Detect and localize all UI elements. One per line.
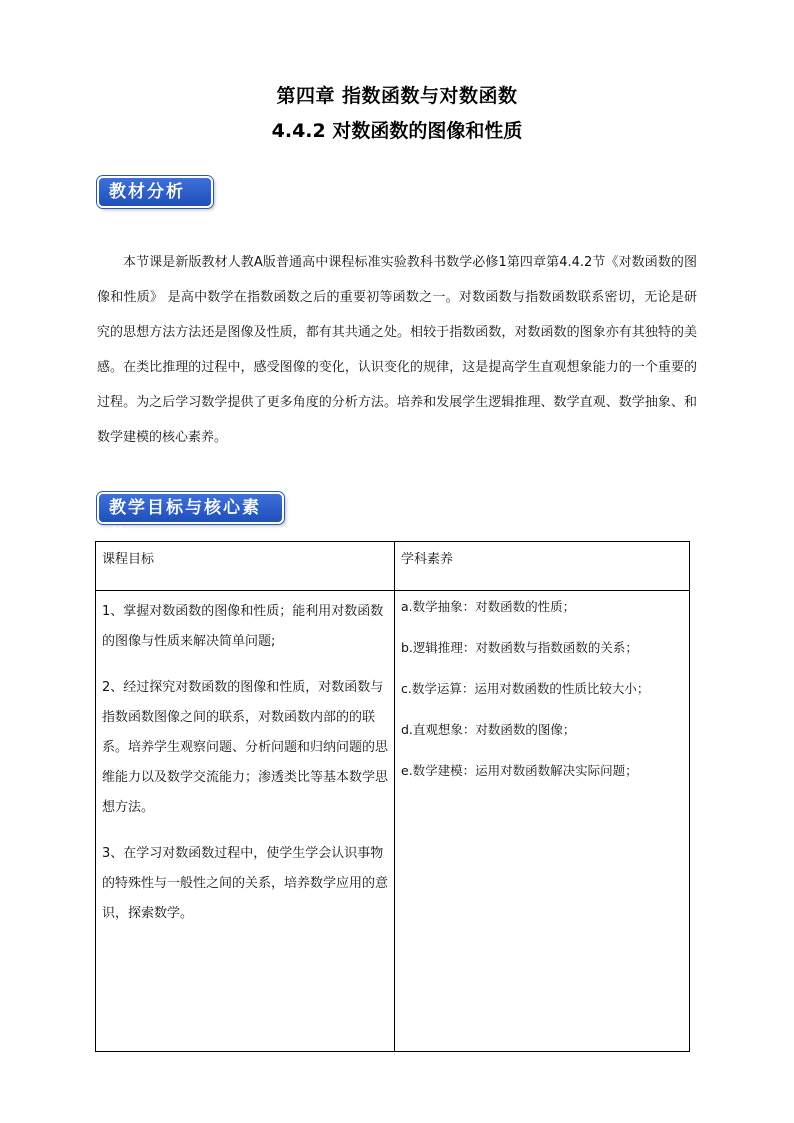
section-badge-textbook-analysis: 教材分析 [97,176,213,208]
header-subject-literacy: 学科素养 [395,542,690,591]
goal-item-2: 2、经过探究对数函数的图像和性质，对数函数与指数函数图像之间的联系，对数函数内部的的联系。培养学生观察问题、分析问题和归纳问题的思维能力以及数学交流能力；渗透类比等基本数学思想方法。 [102,680,389,815]
literacy-item-a: a.数学抽象：对数函数的性质； [401,599,576,614]
section-badge-objectives: 教学目标与核心素养 [97,492,284,524]
subject-literacy-cell [395,591,690,1052]
chapter-title: 第四章 指数函数与对数函数 [276,85,518,107]
literacy-item-b: b.逻辑推理：对数函数与指数函数的关系； [401,640,638,655]
literacy-item-e: e.数学建模：运用对数函数解决实际问题； [401,763,638,778]
objectives-table [95,541,690,1052]
literacy-item-c: c.数学运算：运用对数函数的性质比较大小； [401,681,650,696]
lesson-title: 4.4.2 对数函数的图像和性质 [271,120,523,142]
goal-item-1: 1、掌握对数函数的图像和性质；能利用对数函数的图像与性质来解决简单问题; [102,604,384,649]
course-goals-cell [96,591,395,1052]
header-course-goals: 课程目标 [96,542,395,591]
table-header-row [96,542,690,591]
textbook-analysis-paragraph: 本节课是新版教材人教A版普通高中课程标准实验教科书数学必修1第四章第4.4.2节《对数函数的图像和性质》 是高中数学在指数函数之后的重要初等函数之一。对数函数与指数函数联系密切，无论是研究的思想方法方法还是图像及性质，都有其共通之处。相较于指数函数，对数函数的图象亦有其独特的美感。在类比推理的过程中，感受图像的变化，认识变化的规律，这是提高学生直观想象能力的一个重要的过程。为之后学习数学提供了更多角度的分析方法。培养和发展学生逻辑推理、数学直观、数学抽象、和数学建模的核心素养。 [97,255,697,445]
literacy-item-d: d.直观想象：对数函数的图像； [401,722,576,737]
table-row [96,591,690,1052]
goal-item-3: 3、在学习对数函数过程中，使学生学会认识事物的特殊性与一般性之间的关系，培养数学应用的意识，探索数学。 [102,846,389,921]
